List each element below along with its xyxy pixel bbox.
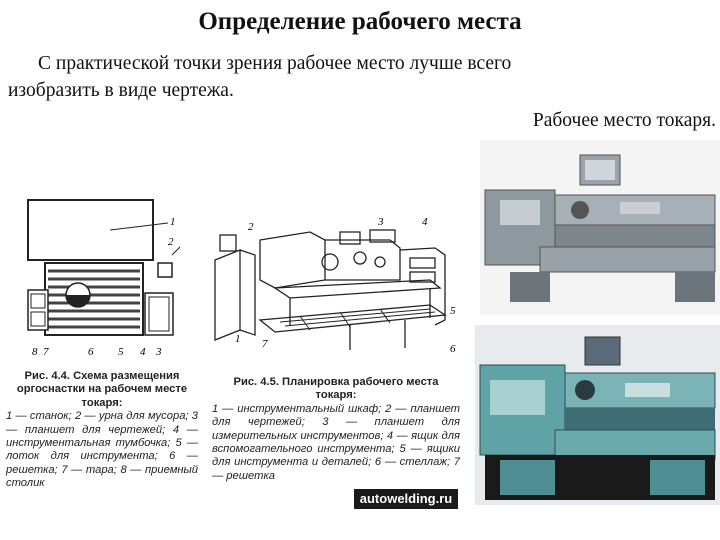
fig44-callout-4: 4 — [140, 346, 146, 358]
fig44-callout-3: 3 — [156, 346, 162, 358]
fig45-caption-head: Рис. 4.5. Планировка рабочего места токаря: — [233, 376, 439, 402]
turner-workplace-label: Рабочее место токаря. — [532, 110, 716, 131]
fig45-callout-3: 3 — [378, 216, 384, 228]
fig44-callout-1: 1 — [170, 216, 176, 228]
lathe-photo-2 — [475, 325, 720, 505]
fig45-callout-1: 1 — [235, 333, 241, 345]
fig45-callout-4: 4 — [422, 216, 428, 228]
fig44-caption-body: 1 — станок; 2 — урна для мусора; 3 — планшет для чертежей; 4 — инструментальная тумбочка; 5 — лоток для инструмента; 6 — решетка; 7 — тара; 8 — приемный столик — [6, 410, 198, 490]
intro-line-2: изобразить в виде чертежа. — [8, 80, 234, 101]
fig45-callout-2: 2 — [248, 221, 254, 233]
fig45-caption-body: 1 — инструментальный шкаф; 2 — планшет для чертежей; 3 — планшет для измерительных инструментов; 4 — ящик для вспомогательного инструмента; 5 — ящики для инструмента и деталей; 6 — стеллаж; 7 — решетка — [212, 402, 460, 482]
intro-line-1: С практической точки зрения рабочее место лучше всего — [38, 53, 512, 74]
watermark: autowelding.ru — [354, 489, 458, 509]
fig44-callout-7: 7 — [43, 346, 49, 358]
lathe-photo-1 — [480, 140, 720, 315]
fig44-callout-2: 2 — [168, 236, 174, 248]
fig45-caption — [212, 376, 460, 483]
lathe-photo-2-image — [475, 325, 720, 505]
fig45-callout-5: 5 — [450, 305, 456, 317]
fig45-callout-6: 6 — [450, 343, 456, 355]
fig45-drawing — [200, 210, 465, 360]
fig44-callout-8: 8 — [32, 346, 38, 358]
fig44-schematic — [20, 195, 190, 360]
lathe-photo-1-image — [480, 140, 720, 315]
slide-title: Определение рабочего места — [198, 8, 522, 35]
fig45-lathe-sketch — [200, 210, 465, 360]
intro-text — [8, 50, 708, 104]
fig44-caption — [6, 370, 198, 491]
fig44-callout-5: 5 — [118, 346, 124, 358]
fig44-drawing — [20, 195, 190, 360]
fig44-callout-6: 6 — [88, 346, 94, 358]
fig44-caption-head: Рис. 4.4. Схема размещения оргоснастки на рабочем месте токаря: — [16, 370, 188, 409]
fig45-callout-7: 7 — [262, 338, 268, 350]
